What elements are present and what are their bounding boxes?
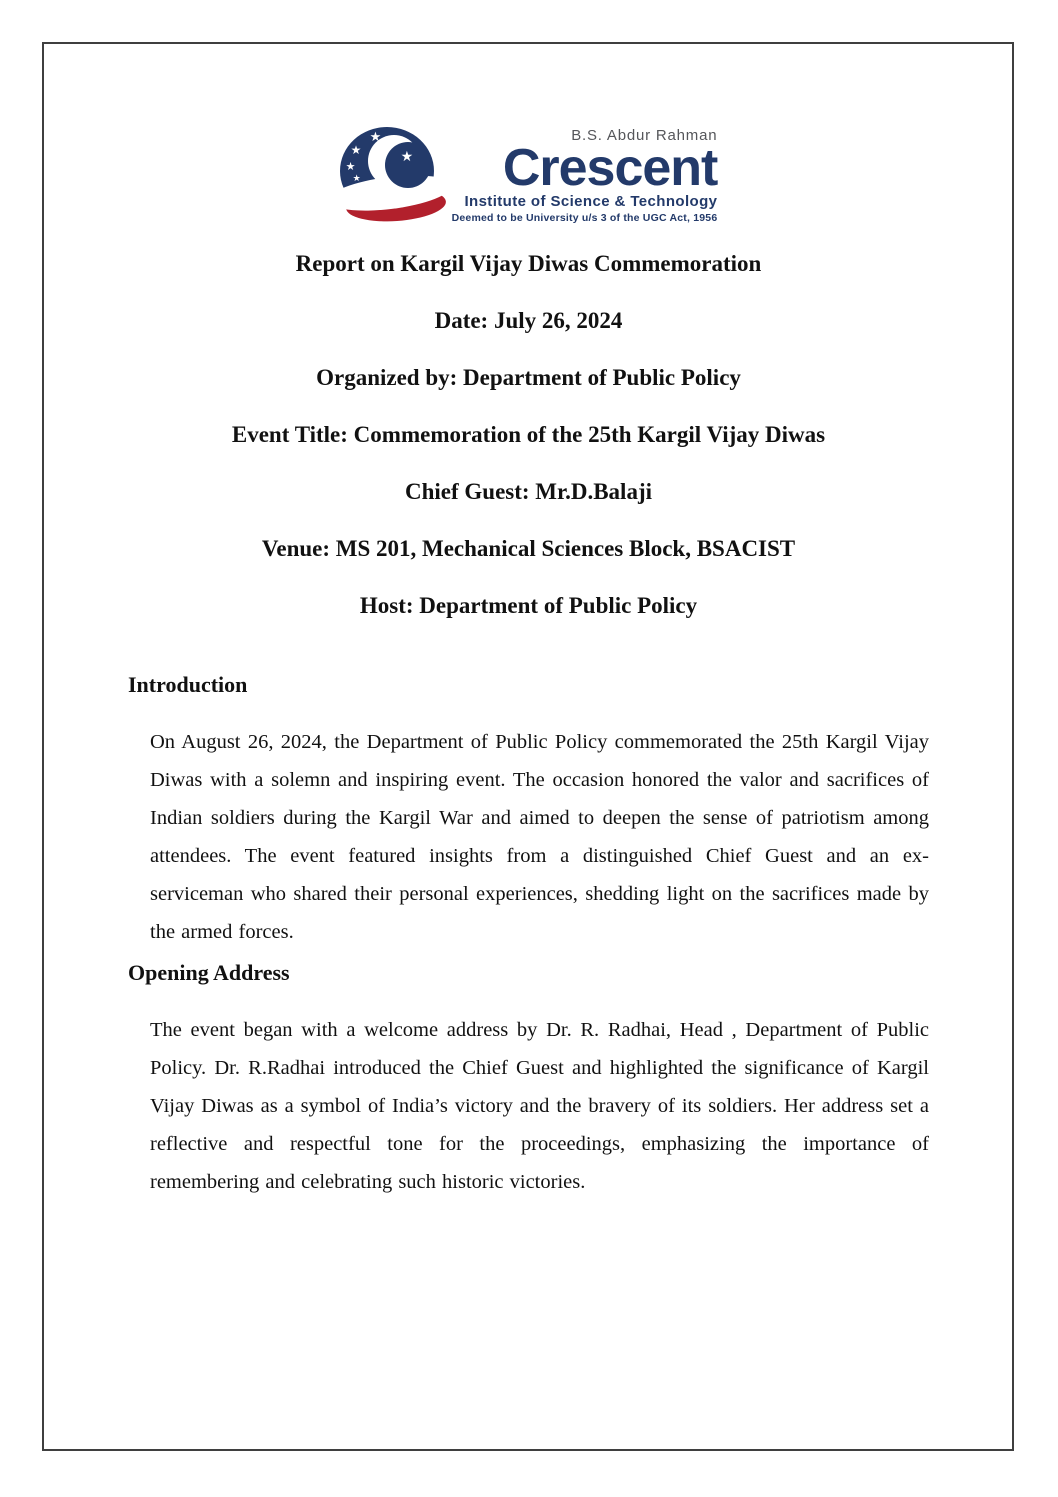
section-paragraph: On August 26, 2024, the Department of Public Policy commemorated the 25th Kargil Vijay Diwas with a solemn and inspiring event. The occasion honored the valor and sacrifices of Indian soldiers during the Kargil War and aimed to deepen the sense of patriotism among attendees. The event featured insights from a distinguished Chief Guest and an ex-serviceman who shared their personal experiences, shedding light on the sacrifices made by the armed forces. xyxy=(150,731,929,943)
section-opening-address xyxy=(128,961,929,1201)
page-content xyxy=(44,125,1012,1201)
section-paragraph: The event began with a welcome address by Dr. R. Radhai, Head , Department of Public Policy. Dr. R.Radhai introduced the Chief Guest and highlighted the significance of Kargil Vijay Diwas as a symbol of India’s victory and the bravery of its soldiers. Her address set a reflective and respectful tone for the proceedings, emphasizing the importance of remembering and celebrating such historic victories. xyxy=(150,1019,929,1193)
logo-institute-line: Institute of Science & Technology xyxy=(464,193,718,210)
venue-line: Venue: MS 201, Mechanical Sciences Block, BSACIST xyxy=(261,536,796,561)
event-title-line: Event Title: Commemoration of the 25th Kargil Vijay Diwas xyxy=(231,422,826,447)
star-icon: ★ xyxy=(369,130,382,145)
chief-guest-line: Chief Guest: Mr.D.Balaji xyxy=(404,479,652,504)
organized-by-line: Organized by: Department of Public Policy xyxy=(316,365,741,390)
section-heading: Introduction xyxy=(128,672,248,697)
logo-founder-name: B.S. Abdur Rahman xyxy=(571,127,718,144)
star-icon: ★ xyxy=(400,149,414,165)
logo-deemed-line: Deemed to be University u/s 3 of the UGC Act, 1956 xyxy=(451,212,718,224)
star-icon: ★ xyxy=(350,143,362,157)
report-title: Report on Kargil Vijay Diwas Commemoration xyxy=(295,251,762,276)
section-heading: Opening Address xyxy=(128,960,290,985)
report-date-line: Date: July 26, 2024 xyxy=(434,308,623,333)
logo-emblem xyxy=(340,125,444,221)
section-introduction xyxy=(128,673,929,951)
star-icon: ★ xyxy=(352,174,361,184)
logo-text-block xyxy=(452,125,718,224)
report-headings xyxy=(128,250,929,620)
page-border-frame xyxy=(42,42,1014,1451)
university-logo xyxy=(128,125,929,223)
host-line: Host: Department of Public Policy xyxy=(359,593,698,618)
star-icon: ★ xyxy=(370,148,380,159)
logo-brand-name: Crescent xyxy=(502,139,718,197)
report-sections xyxy=(128,673,929,1201)
star-icon: ★ xyxy=(345,160,356,173)
